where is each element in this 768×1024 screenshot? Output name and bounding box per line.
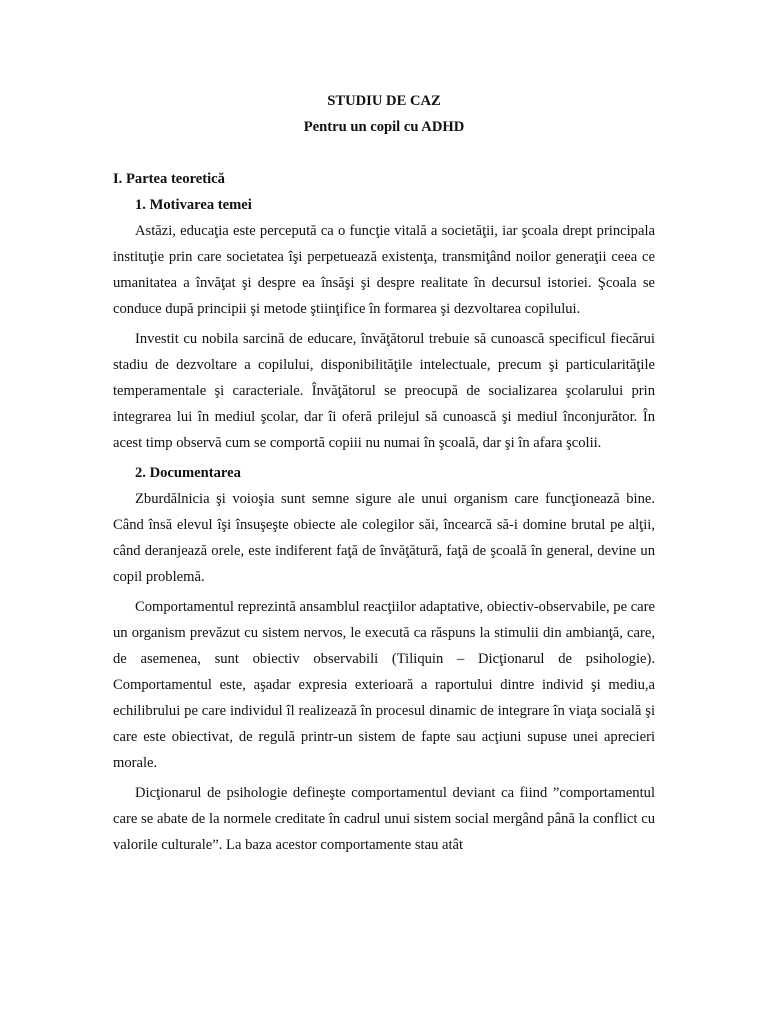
section-heading-documentation: 2. Documentarea (135, 465, 241, 481)
paragraph: Investit cu nobila sarcină de educare, învăţătorul trebuie să cunoască specificul fiecărui stadiu de dezvoltare a copilului, disponibilităţile intelectuale, precum şi particularităţile temperamentale şi caracteriale. Învăţătorul se preocupă de socializarea şcolarului prin integrarea lui în mediul şcolar, dar îi oferă prilejul să cunoască şi mediul înconjurător. În acest timp observă cum se comportă copiii nu numai în şcoală, dar şi în afara şcolii. (113, 331, 655, 451)
paragraph: Zburdălnicia şi voioşia sunt semne sigure ale unui organism care funcţionează bine. Când însă elevul îşi însuşeşte obiecte ale colegilor săi, încearcă să-i domine brutal pe alţii, când deranjează orele, este indiferent faţă de învăţătură, faţă de şcoală în general, devine un copil problemă. (113, 491, 655, 585)
document-subtitle: Pentru un copil cu ADHD (303, 119, 465, 135)
paragraph: Comportamentul reprezintă ansamblul reacţiilor adaptative, obiectiv-observabile, pe care un organism prevăzut cu sistem nervos, le execută ca răspuns la stimulii din ambianţă, care, de asemenea, sunt obiectiv observabili (Tiliquin – Dicţionarul de psihologie). Comportamentul este, aşadar expresia exterioară a raportului dintre individ şi mediu,a echilibrului pe care individul îl realizează în procesul dinamic de integrare în viaţa socială şi care este obiectivat, de regulă printr-un sistem de fapte sau acţiuni supuse unei aprecieri morale. (113, 599, 655, 771)
paragraph: Astăzi, educaţia este percepută ca o funcţie vitală a societăţii, iar şcoala drept principala instituţie prin care societatea îşi perpetuează existenţa, transmiţând noilor generaţii ceea ce umanitatea a învăţat şi despre ea însăşi şi despre realitate în decursul istoriei. Şcoala se conduce după principii şi metode ştiinţifice în formarea şi dezvoltarea copilului. (113, 223, 655, 317)
document-title: STUDIU DE CAZ (327, 93, 441, 109)
spacer (113, 140, 655, 166)
paragraph: Dicţionarul de psihologie defineşte comportamentul deviant ca fiind ”comportamentul care se abate de la normele creditate în cadrul unui sistem social mergând până la conflict cu valorile culturale”. La baza acestor comportamente stau atât (113, 785, 655, 853)
section-heading-motivation: 1. Motivarea temei (135, 197, 252, 213)
document-page (113, 88, 655, 862)
part-heading: I. Partea teoretică (113, 171, 225, 187)
